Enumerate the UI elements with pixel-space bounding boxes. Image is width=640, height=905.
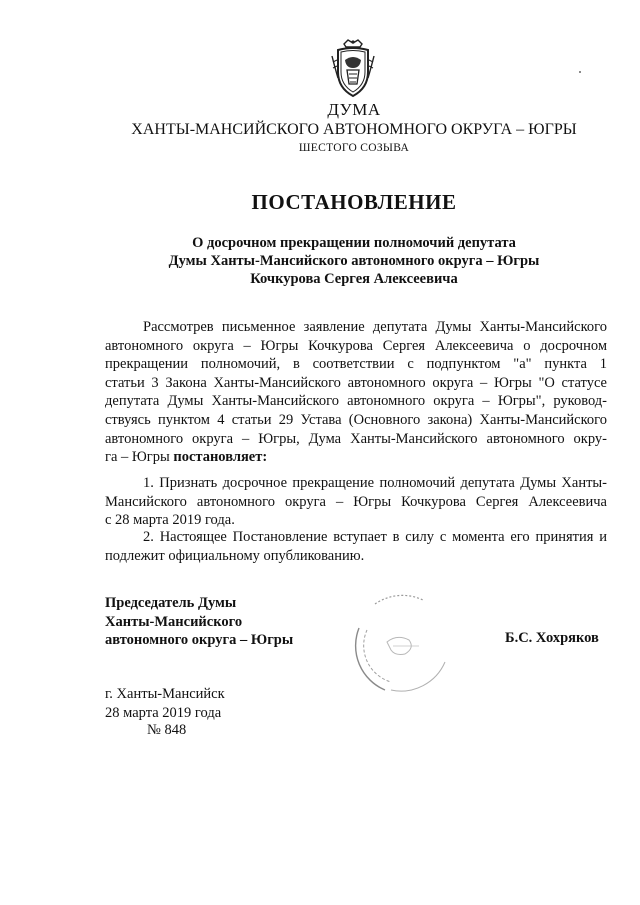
header-region: ХАНТЫ-МАНСИЙСКОГО АВТОНОМНОГО ОКРУГА – ЮГРЫ <box>131 121 577 138</box>
preamble-line: ствуясь пунктом 4 статьи 29 Устава (Основного закона) Ханты-Мансийского <box>105 411 607 428</box>
signatory-title <box>105 594 293 650</box>
preamble-line: прекращении полномочий, в соответствии с подпунктом "а" пункта 1 <box>105 356 607 373</box>
preamble-line: депутата Думы Ханты-Мансийского автономного округа – Югры", руковод- <box>105 393 607 410</box>
header-convocation: ШЕСТОГО СОЗЫВА <box>298 142 410 154</box>
item-line: с 28 марта 2019 года. <box>105 512 235 529</box>
preamble-line: Рассмотрев письменное заявление депутата Думы Ханты-Мансийского <box>143 319 607 335</box>
item-line: подлежит официальному опубликованию. <box>105 547 365 564</box>
official-seal-icon <box>345 590 455 700</box>
resolves-word: постановляет: <box>173 449 268 466</box>
preamble-paragraph <box>105 318 607 467</box>
header-title: ДУМА <box>327 100 381 119</box>
document-city: г. Ханты-Мансийск <box>105 686 225 702</box>
subject-line: Думы Ханты-Мансийского автономного округа – Югры <box>168 253 540 269</box>
coat-of-arms-icon <box>330 38 376 100</box>
preamble-line: статьи 3 Закона Ханты-Мансийского автономного округа – Югры "О статусе <box>105 374 607 391</box>
subject-line: О досрочном прекращении полномочий депутата <box>192 235 516 251</box>
subject-line: Кочкурова Сергея Алексеевича <box>250 271 458 287</box>
signatory-title-line: Председатель Думы <box>105 595 237 611</box>
signatory-name: Б.С. Хохряков <box>505 630 599 646</box>
document-date: 28 марта 2019 года <box>105 704 222 721</box>
resolution-item-2 <box>105 528 607 565</box>
scan-speck <box>579 71 581 73</box>
resolution-item-1 <box>105 474 607 530</box>
item-line: Мансийского автономного округа – Югры Кочкурова Сергея Алексеевича <box>105 493 607 510</box>
document-type: ПОСТАНОВЛЕНИЕ <box>251 190 457 214</box>
document-number: № 848 <box>147 722 187 738</box>
preamble-line: автономного округа – Югры, Дума Ханты-Мансийского автономного окру- <box>105 430 607 447</box>
item-line: 2. Настоящее Постановление вступает в силу с момента его принятия и <box>143 529 607 545</box>
signatory-title-line: автономного округа – Югры <box>105 632 294 648</box>
document-place-date <box>105 685 225 722</box>
preamble-line: га – Югры постановляет: <box>105 449 268 466</box>
preamble-line: автономного округа – Югры Кочкурова Сергея Алексеевича о досрочном <box>105 337 607 354</box>
signatory-title-line: Ханты-Мансийского <box>105 613 243 630</box>
item-line: 1. Признать досрочное прекращение полномочий депутата Думы Ханты- <box>143 475 607 491</box>
